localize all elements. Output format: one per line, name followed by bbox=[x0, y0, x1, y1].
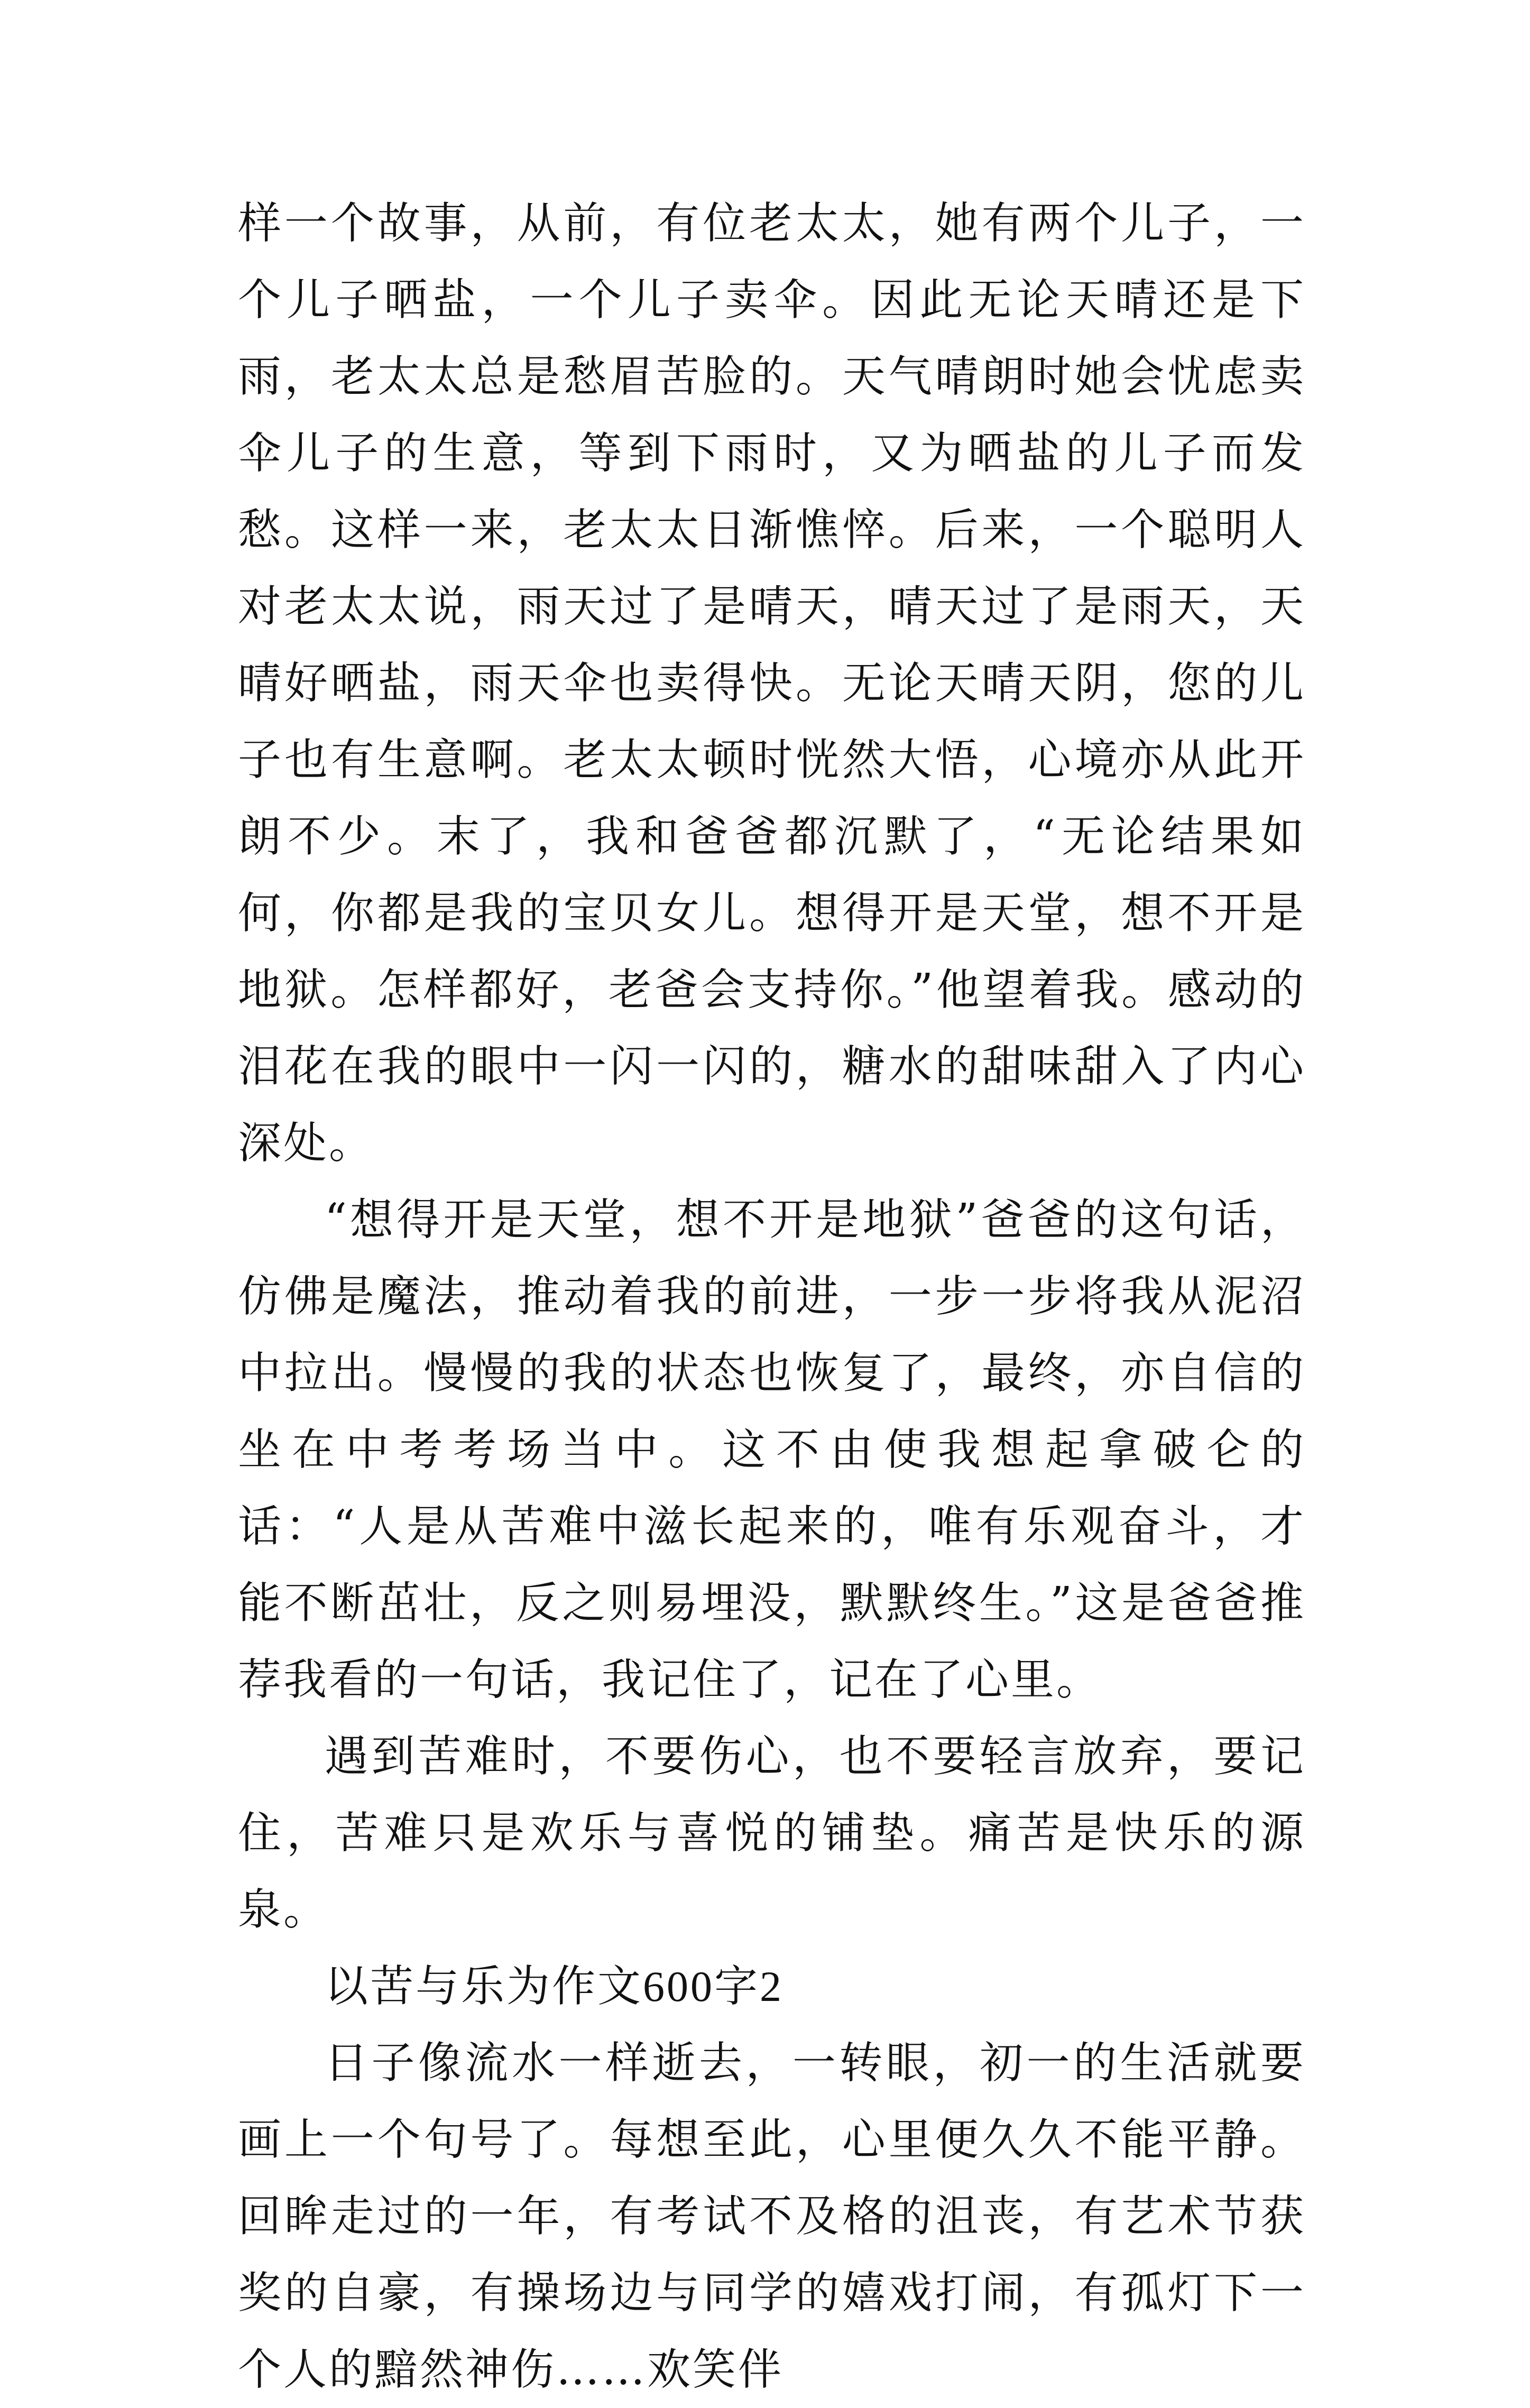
paragraph-conclusion: 遇到苦难时，不要伤心，也不要轻言放弃，要记住，苦难只是欢乐与喜悦的铺垫。痛苦是快乐的源泉。 bbox=[238, 1731, 1306, 1935]
paragraph-reflection: “想得开是天堂，想不开是地狱”爸爸的这句话，仿佛是魔法，推动着我的前进，一步一步将我从泥沼中拉出。慢慢的我的状态也恢复了，最终，亦自信的坐在中考考场当中。这不由使我想起拿破仑的话：“人是从苦难中滋长起来的，唯有乐观奋斗，才能不断茁壮，反之则易埋没，默默终生。”这是爸爸推荐我看的一句话，我记住了，记在了心里。 bbox=[238, 1195, 1306, 1705]
section-heading bbox=[238, 1948, 1306, 2025]
paragraph-essay-two-start: 日子像流水一样逝去，一转眼，初一的生活就要画上一个句号了。每想至此，心里便久久不能平静。回眸走过的一年，有考试不及格的沮丧，有艺术节获奖的自豪，有操场边与同学的嬉戏打闹，有孤灯下一个人的黯然神伤……欢笑伴 bbox=[238, 2038, 1306, 2395]
heading-index: 2 bbox=[760, 1962, 784, 2010]
heading-prefix: 以苦与乐为作文 bbox=[325, 1961, 643, 2012]
heading-number: 600 bbox=[643, 1962, 715, 2010]
heading-unit: 字 bbox=[714, 1961, 760, 2012]
article-body bbox=[238, 185, 1306, 2408]
paragraph-story: 样一个故事，从前，有位老太太，她有两个儿子，一个儿子晒盐，一个儿子卖伞。因此无论天晴还是下雨，老太太总是愁眉苦脸的。天气晴朗时她会忧虑卖伞儿子的生意，等到下雨时，又为晒盐的儿子而发愁。这样一来，老太太日渐憔悴。后来，一个聪明人对老太太说，雨天过了是晴天，晴天过了是雨天，天晴好晒盐，雨天伞也卖得快。无论天晴天阴，您的儿子也有生意啊。老太太顿时恍然大悟，心境亦从此开朗不少。末了，我和爸爸都沉默了，“无论结果如何，你都是我的宝贝女儿。想得开是天堂，想不开是地狱。怎样都好，老爸会支持你。”他望着我。感动的泪花在我的眼中一闪一闪的，糖水的甜味甜入了内心深处。 bbox=[238, 198, 1306, 1168]
